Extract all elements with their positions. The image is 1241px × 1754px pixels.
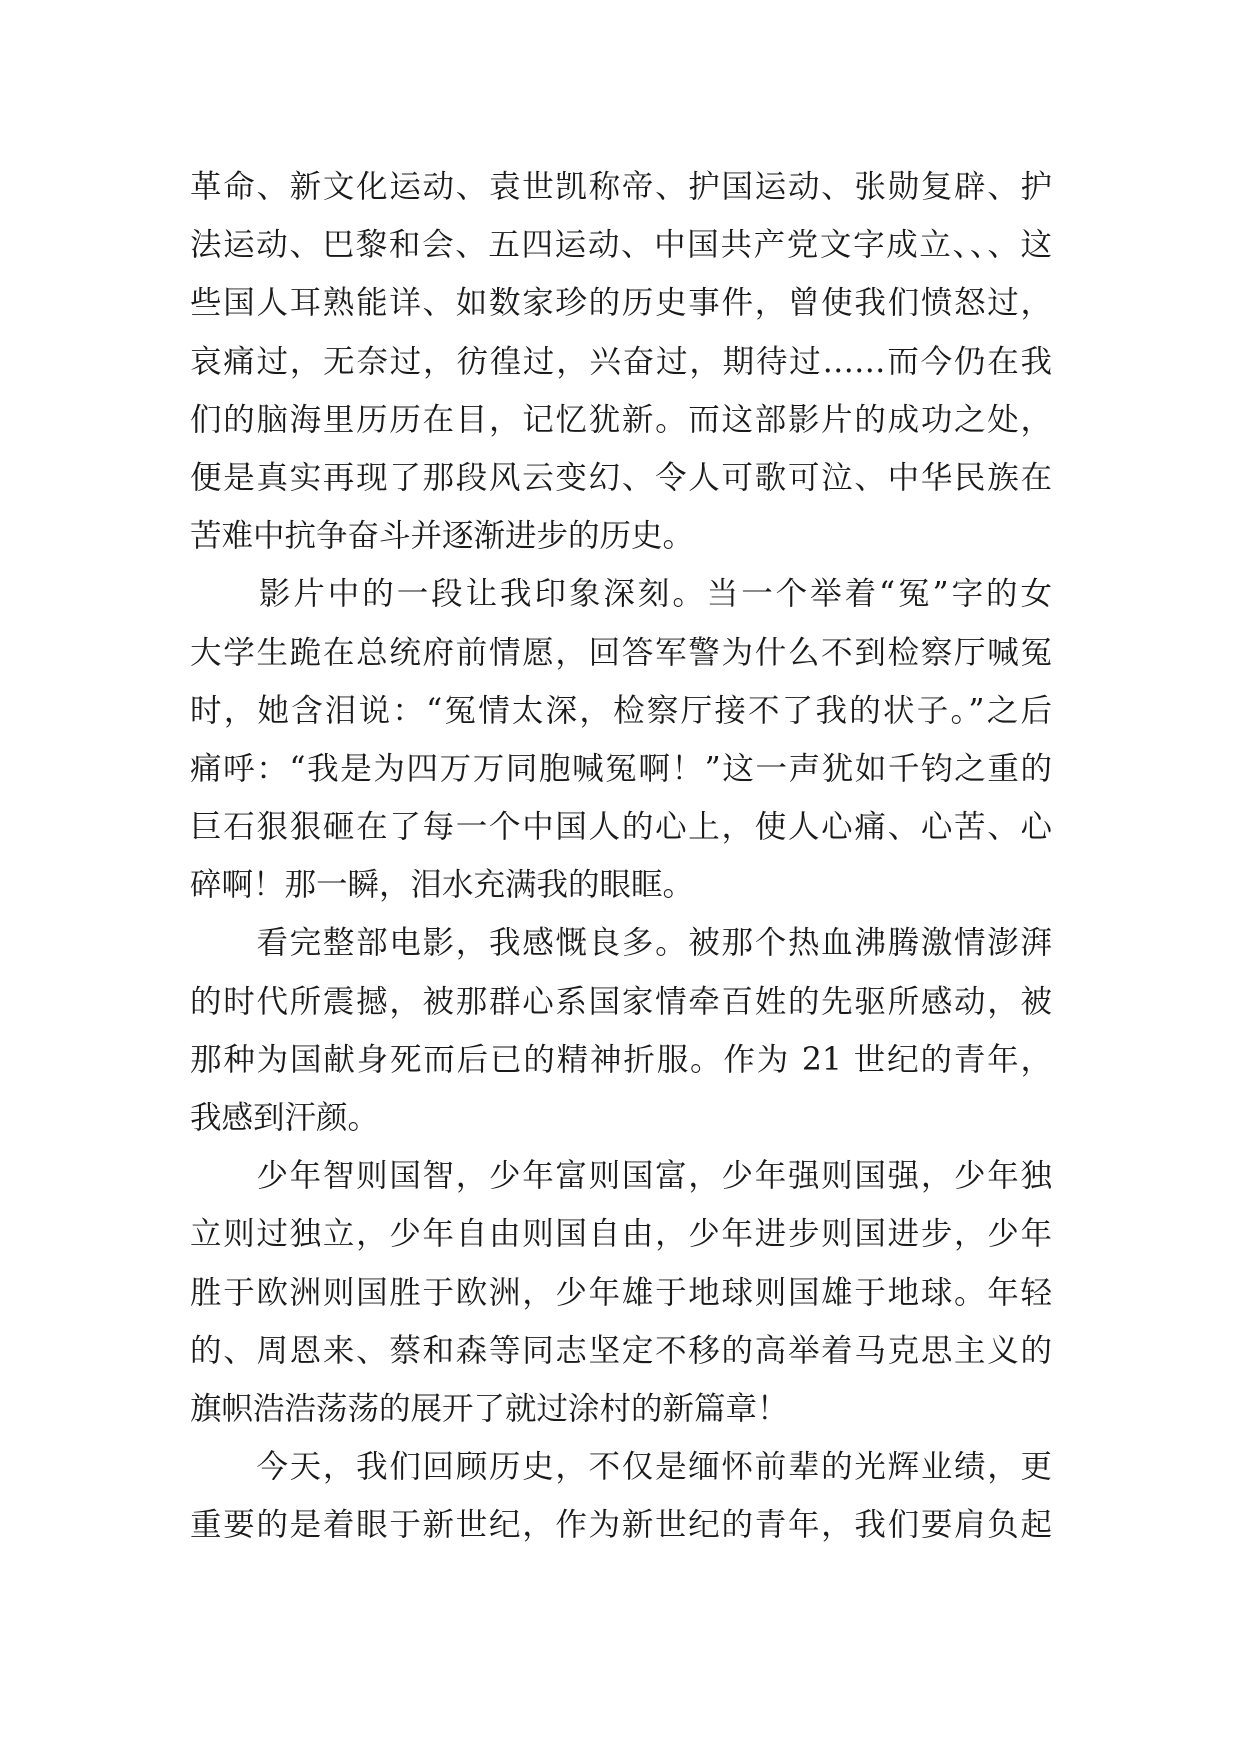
text-line: 少年智则国智，少年富则国富，少年强则国强，少年独 bbox=[190, 1158, 1052, 1195]
text-line: 碎啊！那一瞬，泪水充满我的眼眶。 bbox=[190, 867, 695, 904]
text-line: 巨石狠狠砸在了每一个中国人的心上，使人心痛、心苦、心 bbox=[190, 809, 1052, 846]
text-line: 我感到汗颜。 bbox=[190, 1100, 380, 1136]
text-line: 哀痛过，无奈过，彷徨过，兴奋过，期待过……而今仍在我 bbox=[190, 343, 1052, 380]
text-line: 革命、新文化运动、袁世凯称帝、护国运动、张勋复辟、护 bbox=[190, 169, 1052, 205]
text-line: 们的脑海里历历在目，记忆犹新。而这部影片的成功之处， bbox=[190, 401, 1052, 438]
text-line: 重要的是着眼于新世纪，作为新世纪的青年，我们要肩负起 bbox=[190, 1507, 1052, 1544]
paragraph-3 bbox=[190, 914, 1052, 1147]
text-line: 旗帜浩浩荡荡的展开了就过涂村的新篇章！ bbox=[190, 1390, 789, 1427]
text-line: 的时代所震撼，被那群心系国家情牵百姓的先驱所感动，被 bbox=[190, 983, 1052, 1020]
text-line: 大学生跪在总统府前情愿，回答军警为什么不到检察厅喊冤 bbox=[190, 634, 1052, 671]
paragraph-5 bbox=[190, 1438, 1052, 1554]
text-line: 便是真实再现了那段风云变幻、令人可歌可泣、中华民族在 bbox=[190, 459, 1052, 496]
text-line: 时，她含泪说：“冤情太深，检察厅接不了我的状子。”之后 bbox=[190, 692, 1052, 729]
paragraph-4 bbox=[190, 1147, 1052, 1438]
text-line: 立则过独立，少年自由则国自由，少年进步则国进步，少年 bbox=[190, 1216, 1052, 1253]
text-line: 影片中的一段让我印象深刻。当一个举着“冤”字的女 bbox=[190, 576, 1052, 613]
text-line: 看完整部电影，我感慨良多。被那个热血沸腾激情澎湃 bbox=[190, 925, 1052, 962]
text-line: 胜于欧洲则国胜于欧洲，少年雄于地球则国雄于地球。年轻 bbox=[190, 1274, 1052, 1311]
text-line: 法运动、巴黎和会、五四运动、中国共产党文字成立、、、这 bbox=[190, 227, 1052, 264]
paragraph-2 bbox=[190, 565, 1052, 914]
text-line: 今天，我们回顾历史，不仅是缅怀前辈的光辉业绩，更 bbox=[190, 1449, 1052, 1486]
text-line: 苦难中抗争奋斗并逐渐进步的历史。 bbox=[190, 518, 695, 555]
text-line: 的、周恩来、蔡和森等同志坚定不移的高举着马克思主义的 bbox=[190, 1332, 1052, 1369]
text-line: 些国人耳熟能详、如数家珍的历史事件，曾使我们愤怒过， bbox=[190, 285, 1052, 322]
document-body bbox=[190, 158, 1052, 1555]
paragraph-1 bbox=[190, 158, 1052, 565]
text-line: 痛呼：“我是为四万万同胞喊冤啊！”这一声犹如千钧之重的 bbox=[190, 750, 1052, 787]
text-line: 那种为国献身死而后已的精神折服。作为 21 世纪的青年， bbox=[190, 1041, 1052, 1078]
